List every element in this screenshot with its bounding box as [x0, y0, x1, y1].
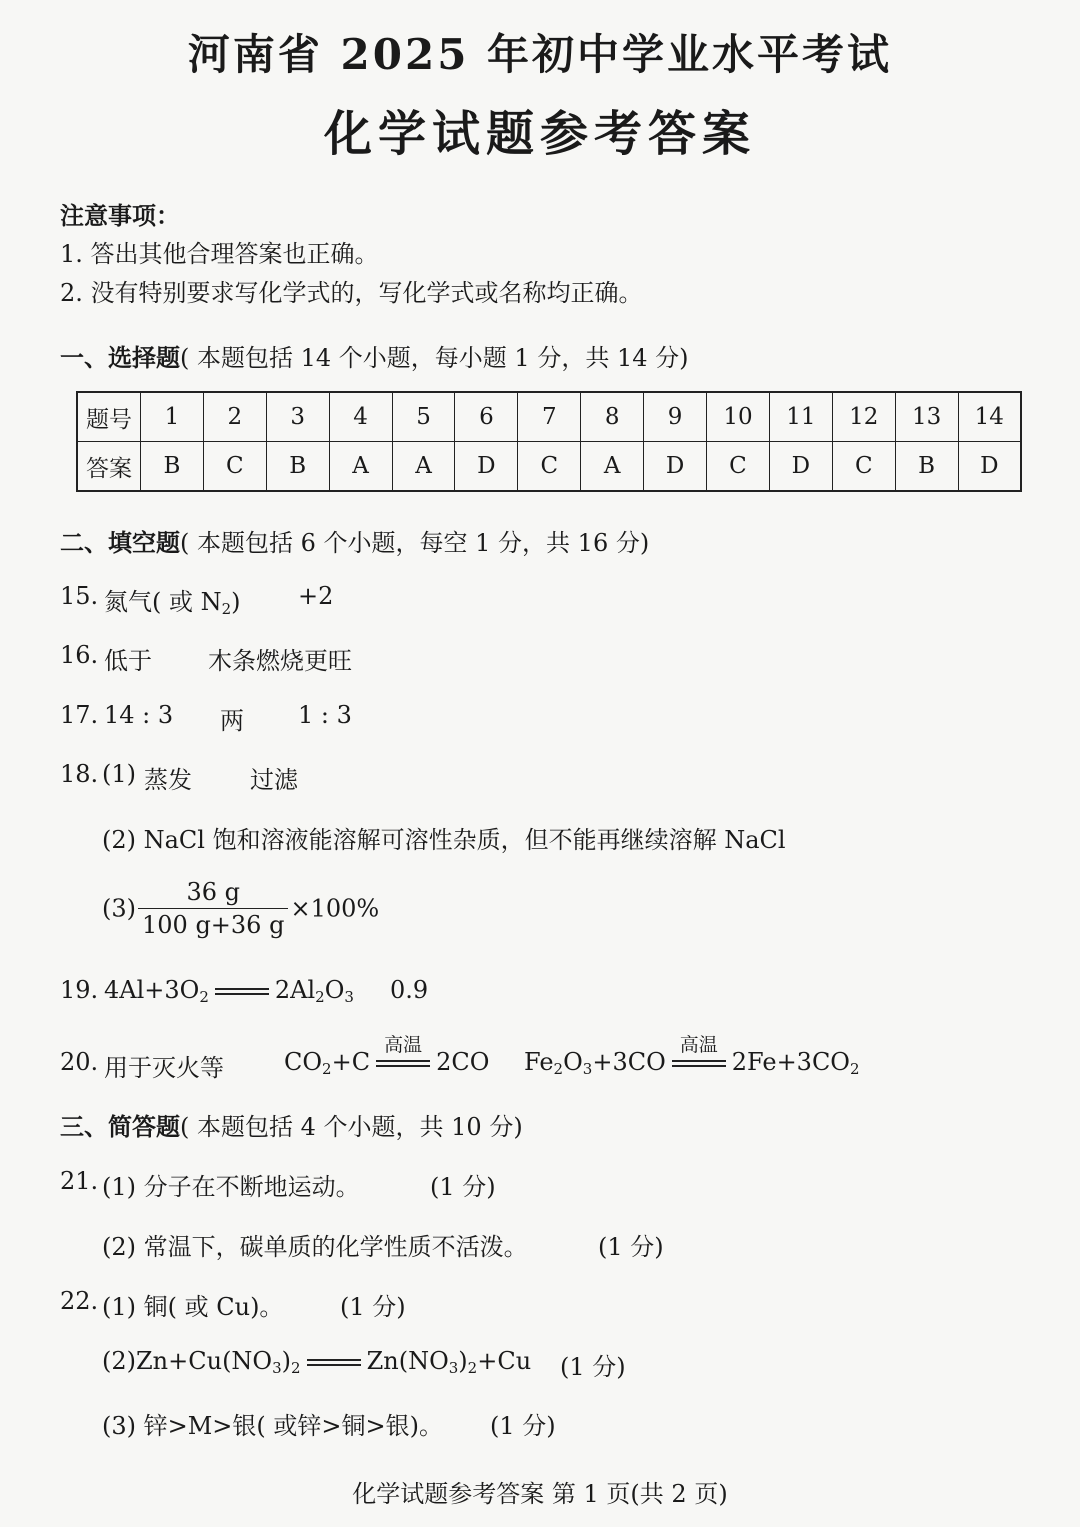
answer-cell: B — [895, 442, 958, 492]
q22-part3-answer: (3) 锌>M>银( 或锌>铜>银)。 — [102, 1412, 443, 1440]
q18-part3-answer: (3) $\frac{36 g}{100 g+36 g}$ ×100% — [102, 878, 380, 939]
q19-answer-2: 0.9 — [390, 976, 429, 1004]
question-number: 8 — [581, 392, 644, 442]
answer-cell: D — [958, 442, 1021, 492]
row-label-number: 题号 — [77, 392, 141, 442]
fraction: $\frac{36 g}{100 g+36 g}$ — [138, 878, 288, 939]
q21-part1-answer: (1) 分子在不断地运动。 — [102, 1173, 360, 1201]
q17-number: 17. — [60, 701, 99, 729]
question-number: 12 — [832, 392, 895, 442]
q20-equation-1: $CO_2+C$ 高温 2CO — [284, 1034, 490, 1078]
q19-equation: $4Al+3O_2$ $2Al_2O_3$ — [104, 976, 354, 1006]
q15-answer-1: 氮气( 或 $N_2$) — [104, 588, 241, 618]
answer-cell: C — [707, 442, 770, 492]
q17-answer-1: 14 : 3 — [104, 701, 174, 729]
answer-table — [76, 391, 1022, 492]
section2-heading — [60, 523, 649, 558]
question-number: 9 — [644, 392, 707, 442]
q15-answer-2: +2 — [298, 582, 334, 610]
q22-number: 22. — [60, 1287, 99, 1315]
equals-sign — [307, 1359, 361, 1366]
q19-number: 19. — [60, 976, 99, 1004]
q18-number: 18. — [60, 760, 99, 788]
table-row-answers — [77, 442, 1021, 492]
document-title: 河南省 2025 年初中学业水平考试 — [187, 30, 893, 79]
q16-answer-2: 木条燃烧更旺 — [208, 647, 352, 675]
q18-part2-answer: (2) NaCl 饱和溶液能溶解可溶性杂质，但不能再继续溶解 NaCl — [102, 826, 786, 854]
q16-number: 16. — [60, 641, 99, 669]
q22-part1-score: (1 分) — [340, 1293, 406, 1321]
reaction-arrow: 高温 — [376, 1060, 430, 1067]
answer-cell: B — [266, 442, 329, 492]
q20-number: 20. — [60, 1048, 99, 1076]
section2-detail: ( 本题包括 6 个小题，每空 1 分，共 16 分) — [180, 529, 650, 557]
answer-cell: B — [141, 442, 204, 492]
section3-title: 三、简答题 — [60, 1113, 180, 1141]
question-number: 4 — [329, 392, 392, 442]
table-row-numbers — [77, 392, 1021, 442]
q18-part1-answer-2: 过滤 — [250, 766, 298, 794]
answer-cell: C — [832, 442, 895, 492]
question-number: 11 — [769, 392, 832, 442]
q18-part1-label: (1) — [102, 760, 136, 788]
notice-item-1: 1. 答出其他合理答案也正确。 — [60, 240, 379, 268]
question-number: 13 — [895, 392, 958, 442]
q18-part1-answer-1: 蒸发 — [144, 766, 192, 794]
question-number: 1 — [141, 392, 204, 442]
answer-cell: A — [581, 442, 644, 492]
question-number: 14 — [958, 392, 1021, 442]
q21-number: 21. — [60, 1167, 99, 1195]
answer-cell: A — [392, 442, 455, 492]
answer-cell: D — [455, 442, 518, 492]
answer-cell: D — [769, 442, 832, 492]
question-number: 6 — [455, 392, 518, 442]
q21-part1-score: (1 分) — [430, 1173, 496, 1201]
question-number: 2 — [203, 392, 266, 442]
section3-heading — [60, 1107, 523, 1142]
row-label-answer: 答案 — [77, 442, 141, 492]
question-number: 5 — [392, 392, 455, 442]
answer-cell: A — [329, 442, 392, 492]
answer-cell: C — [203, 442, 266, 492]
equals-sign — [215, 988, 269, 995]
q22-part3-score: (1 分) — [490, 1412, 556, 1440]
q17-answer-3: 1 : 3 — [298, 701, 352, 729]
q17-answer-2: 两 — [220, 707, 244, 735]
question-number: 3 — [266, 392, 329, 442]
answer-cell: C — [518, 442, 581, 492]
question-number: 7 — [518, 392, 581, 442]
q21-part2-answer: (2) 常温下，碳单质的化学性质不活泼。 — [102, 1233, 528, 1261]
section1-detail: ( 本题包括 14 个小题，每小题 1 分，共 14 分) — [180, 344, 689, 372]
notice-item-2: 2. 没有特别要求写化学式的，写化学式或名称均正确。 — [60, 279, 643, 307]
q21-part2-score: (1 分) — [598, 1233, 664, 1261]
q15-number: 15. — [60, 582, 99, 610]
section3-detail: ( 本题包括 4 个小题，共 10 分) — [180, 1113, 523, 1141]
page-footer: 化学试题参考答案 第 1 页(共 2 页) — [352, 1480, 728, 1508]
question-number: 10 — [707, 392, 770, 442]
q20-answer-1: 用于灭火等 — [104, 1054, 224, 1082]
reaction-arrow: 高温 — [672, 1060, 726, 1067]
q16-answer-1: 低于 — [104, 647, 152, 675]
answer-cell: D — [644, 442, 707, 492]
q22-part2-equation: $(2)Zn+Cu(NO_3)_2$ $Zn(NO_3)_2+Cu$ — [102, 1347, 532, 1377]
section2-title: 二、填空题 — [60, 529, 180, 557]
section1-title: 一、选择题 — [60, 344, 180, 372]
document-subtitle: 化学试题参考答案 — [323, 106, 756, 162]
q22-part2-score: (1 分) — [560, 1353, 626, 1381]
notice-heading: 注意事项： — [60, 202, 180, 230]
section1-heading — [60, 338, 688, 373]
q20-equation-2: $Fe_2O_3+3CO$ 高温 $2Fe+3CO_2$ — [524, 1034, 860, 1078]
q22-part1-answer: (1) 铜( 或 Cu)。 — [102, 1293, 284, 1321]
